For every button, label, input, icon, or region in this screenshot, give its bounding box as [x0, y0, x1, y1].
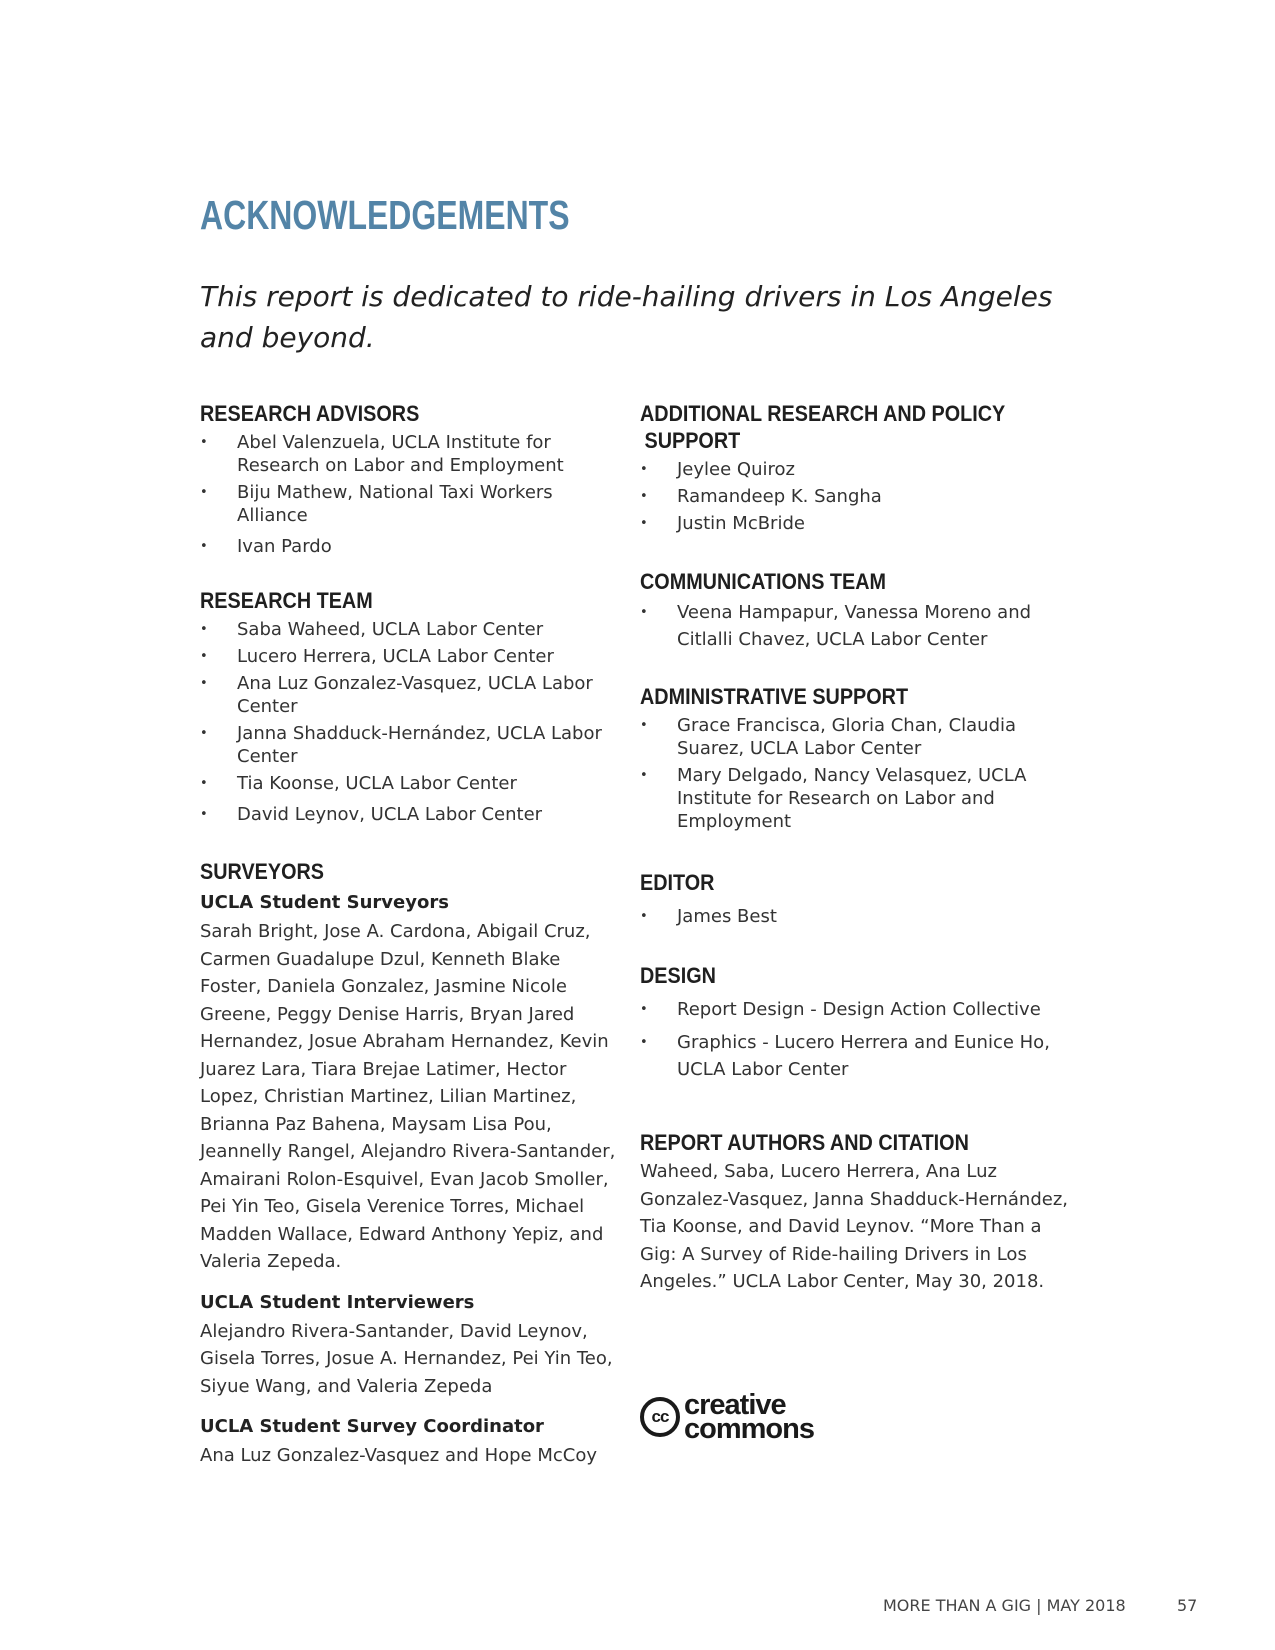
- citation-text: Waheed, Saba, Lucero Herrera, Ana Luz Gonzalez-Vasquez, Janna Shadduck-Hernández, Tia Koonse, and David Leynov. “More Than a Gig: A Survey of Ride-hailing Drivers in Los Angeles.” UCLA Labor Center, May 30, 2018.: [640, 1161, 1068, 1292]
- section-heading: RESEARCH ADVISORS: [200, 401, 420, 426]
- editor-list: [640, 905, 1080, 928]
- list-item: • Saba Waheed, UCLA Labor Center: [200, 618, 620, 641]
- surveyors-section: [200, 858, 620, 1470]
- design-list: [640, 998, 1080, 1083]
- section-heading: DESIGN: [640, 963, 716, 988]
- list-item: • Mary Delgado, Nancy Velasquez, UCLA Institute for Research on Labor and Employment: [640, 764, 1080, 833]
- list-item: • Biju Mathew, National Taxi Workers Alliance: [200, 481, 620, 527]
- subsection-heading: UCLA Student Surveyors: [200, 892, 449, 913]
- list-item: • Janna Shadduck-Hernández, UCLA Labor Center: [200, 722, 620, 768]
- additional-support-section: [640, 400, 1080, 535]
- communications-team-section: [640, 568, 1080, 653]
- list-item: • Tia Koonse, UCLA Labor Center: [200, 772, 620, 795]
- cc-wordmark-line1: creative: [684, 1389, 786, 1421]
- list-item: • Justin McBride: [640, 512, 1080, 535]
- survey-coordinator-text: Ana Luz Gonzalez-Vasquez and Hope McCoy: [200, 1445, 597, 1466]
- administrative-support-section: [640, 683, 1080, 833]
- section-heading: EDITOR: [640, 870, 715, 895]
- editor-section: [640, 869, 1080, 928]
- right-column: [640, 400, 1080, 1296]
- creative-commons-logo: [640, 1389, 814, 1445]
- additional-support-list: [640, 458, 1080, 535]
- research-advisors-section: [200, 400, 620, 558]
- administrative-list: [640, 714, 1080, 833]
- student-surveyors-text: Sarah Bright, Jose A. Cardona, Abigail Cruz, Carmen Guadalupe Dzul, Kenneth Blake Foster, Daniela Gonzalez, Jasmine Nicole Greene, Peggy Denise Harris, Bryan Jared Hernandez, Josue Abraham Hernandez, Kevin Juarez Lara, Tiara Brejae Latimer, Hector Lopez, Christian Martinez, Lilian Martinez, Brianna Paz Bahena, Maysam Lisa Pou, Jeannelly Rangel, Alejandro Rivera-Santander, Amairani Rolon-Esquivel, Evan Jacob Smoller, Pei Yin Teo, Gisela Verenice Torres, Michael Madden Wallace, Edward Anthony Yepiz, and Valeria Zepeda.: [200, 921, 616, 1272]
- section-heading: ADDITIONAL RESEARCH AND POLICY: [640, 401, 1006, 426]
- list-item: • Jeylee Quiroz: [640, 458, 1080, 481]
- list-item: • David Leynov, UCLA Labor Center: [200, 803, 620, 826]
- list-item: • Graphics - Lucero Herrera and Eunice Ho, UCLA Labor Center: [640, 1029, 1080, 1083]
- list-item: • Ana Luz Gonzalez-Vasquez, UCLA Labor Center: [200, 672, 620, 718]
- citation-section: [640, 1129, 1080, 1296]
- list-item: • Veena Hampapur, Vanessa Moreno and Citlalli Chavez, UCLA Labor Center: [640, 599, 1080, 653]
- advisors-list: [200, 431, 620, 558]
- subsection-heading: UCLA Student Survey Coordinator: [200, 1416, 544, 1437]
- left-column: [200, 400, 620, 1470]
- page-title: ACKNOWLEDGEMENTS: [200, 192, 570, 238]
- section-heading: ADMINISTRATIVE SUPPORT: [640, 684, 909, 709]
- list-item: • Abel Valenzuela, UCLA Institute for Research on Labor and Employment: [200, 431, 620, 477]
- section-heading: REPORT AUTHORS AND CITATION: [640, 1130, 969, 1155]
- research-team-section: [200, 587, 620, 826]
- design-section: [640, 962, 1080, 1083]
- subsection-heading: UCLA Student Interviewers: [200, 1291, 475, 1313]
- section-heading-continued: SUPPORT: [644, 428, 741, 453]
- list-item: • James Best: [640, 905, 1080, 928]
- section-heading: SURVEYORS: [200, 859, 324, 884]
- communications-list: [640, 599, 1080, 653]
- section-heading: COMMUNICATIONS TEAM: [640, 569, 887, 594]
- page-number: 57: [1177, 1596, 1198, 1615]
- list-item: • Grace Francisca, Gloria Chan, Claudia Suarez, UCLA Labor Center: [640, 714, 1080, 760]
- list-item: • Lucero Herrera, UCLA Labor Center: [200, 645, 620, 668]
- section-heading: RESEARCH TEAM: [200, 588, 373, 613]
- footer-report-title: MORE THAN A GIG | MAY 2018: [883, 1596, 1126, 1615]
- dedication: This report is dedicated to ride-hailing drivers in Los Angeles and beyond.: [200, 280, 1053, 354]
- list-item: • Ivan Pardo: [200, 535, 620, 558]
- creative-commons-wordmark: [684, 1389, 814, 1445]
- cc-wordmark-line2: commons: [684, 1413, 814, 1445]
- research-team-list: [200, 618, 620, 826]
- creative-commons-icon: cc: [640, 1397, 680, 1437]
- student-interviewers-text: Alejandro Rivera-Santander, David Leynov, Gisela Torres, Josue A. Hernandez, Pei Yin Teo, Siyue Wang, and Valeria Zepeda: [200, 1320, 613, 1397]
- list-item: • Ramandeep K. Sangha: [640, 485, 1080, 508]
- list-item: • Report Design - Design Action Collective: [640, 998, 1080, 1021]
